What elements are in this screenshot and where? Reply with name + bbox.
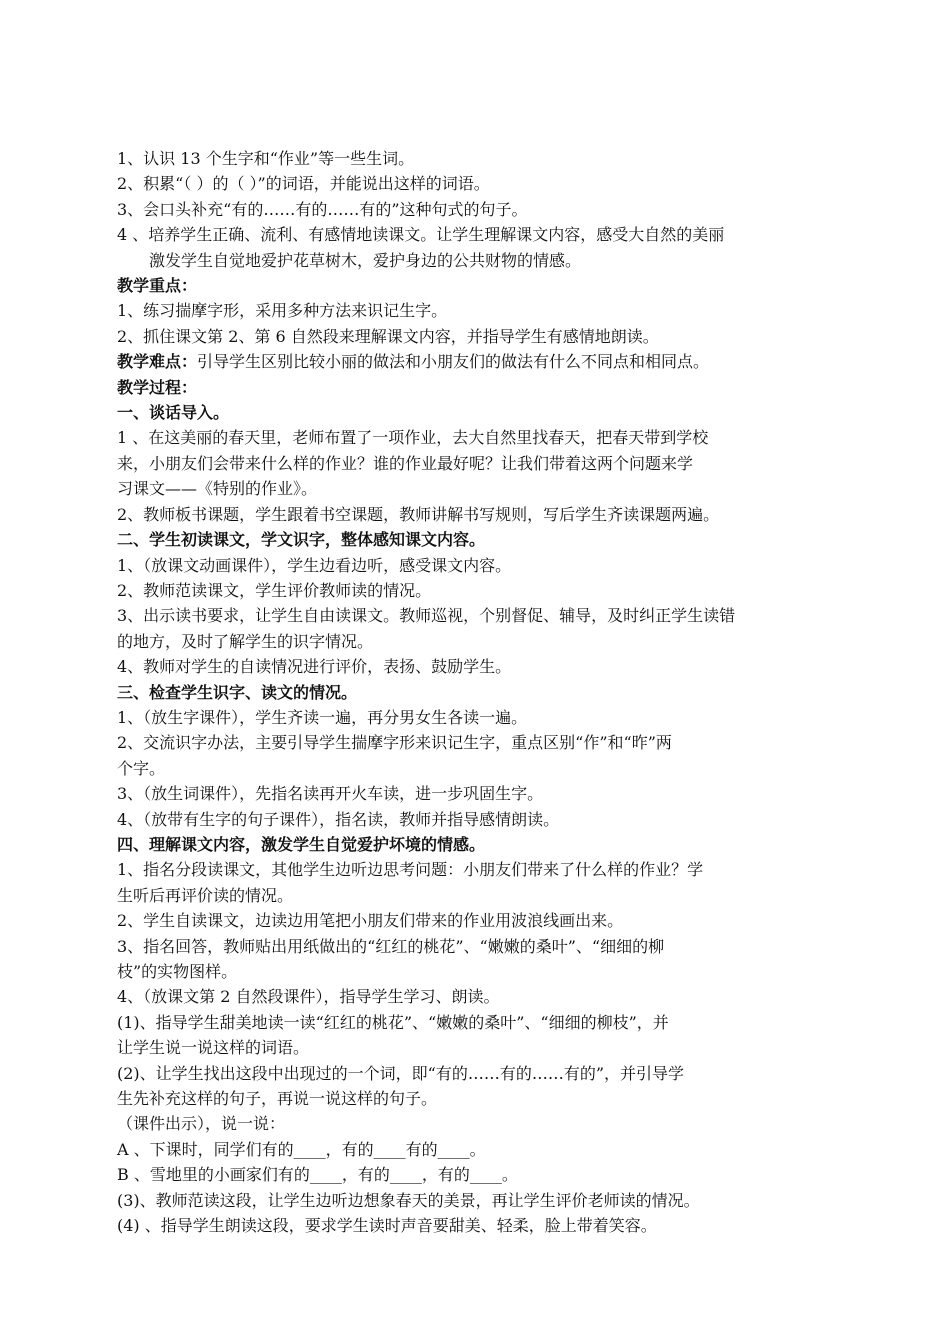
section-4-line: 1、指名分段读课文，其他学生边听边思考问题：小朋友们带来了什么样的作业？学 — [117, 860, 704, 880]
objective-4-continued: 激发学生自觉地爱护花草树木，爱护身边的公共财物的情感。 — [149, 250, 582, 270]
objective-4: 4 、培养学生正确、流利、有感情地读课文。让学生理解课文内容，感受大自然的美丽 — [117, 225, 725, 245]
section-4-line: 让学生说一说这样的词语。 — [117, 1038, 310, 1058]
process-heading: 教学过程： — [117, 377, 198, 397]
section-2-line: 2、教师范读课文，学生评价教师读的情况。 — [117, 580, 432, 600]
objective-3: 3、会口头补充“有的……有的……有的”这种句式的句子。 — [117, 199, 528, 219]
section-4-line: （课件出示），说一说： — [117, 1114, 286, 1134]
section-1-title: 一、谈话导入。 — [117, 403, 230, 423]
section-4-line: 3、指名回答，教师贴出用纸做出的“红红的桃花”、“嫩嫩的桑叶”、“细细的柳 — [117, 936, 665, 956]
section-2-line: 3、出示读书要求，让学生自由读课文。教师巡视，个别督促、辅导，及时纠正学生读错 — [117, 606, 736, 626]
section-4-line: 生先补充这样的句子，再说一说这样的句子。 — [117, 1089, 438, 1109]
difficulty-heading: 教学难点： — [117, 352, 198, 372]
section-3-line: 4、（放带有生字的句子课件），指名读，教师并指导感情朗读。 — [117, 809, 560, 829]
section-2-title: 二、学生初读课文，学文识字，整体感知课文内容。 — [117, 530, 486, 550]
section-4-line: (3)、教师范读这段，让学生边听边想象春天的美景，再让学生评价老师读的情况。 — [117, 1190, 700, 1210]
key-point-1: 1、练习揣摩字形，采用多种方法来识记生字。 — [117, 301, 448, 321]
section-4-line: 4、（放课文第 2 自然段课件），指导学生学习、朗读。 — [117, 987, 500, 1007]
lesson-plan-document — [117, 146, 829, 1238]
difficulty-line — [117, 349, 829, 374]
objective-2: 2、积累“（ ）的（ ）”的词语，并能说出这样的词语。 — [117, 174, 490, 194]
section-1-line: 习课文——《特别的作业》。 — [117, 479, 318, 499]
section-4-line: (4) 、指导学生朗读这段，要求学生读时声音要甜美、轻柔，脸上带着笑容。 — [117, 1216, 657, 1236]
section-3-line: 2、交流识字办法，主要引导学生揣摩字形来识记生字，重点区别“作”和“昨”两 — [117, 733, 672, 753]
objective-1: 1、认识 13 个生字和“作业”等一些生词。 — [117, 149, 415, 168]
section-3-title: 三、检查学生识字、读文的情况。 — [117, 682, 358, 702]
section-2-line: 的地方，及时了解学生的识字情况。 — [117, 631, 374, 651]
difficulty-text: 引导学生区别比较小丽的做法和小朋友们的做法有什么不同点和相同点。 — [197, 352, 710, 372]
section-4-line: (2)、让学生找出这段中出现过的一个词，即“有的……有的……有的”，并引导学 — [117, 1063, 685, 1083]
section-4-line: 生听后再评价读的情况。 — [117, 885, 294, 905]
section-3-line: 个字。 — [117, 758, 166, 778]
section-4-title: 四、理解课文内容，激发学生自觉爱护坏境的情感。 — [117, 834, 486, 854]
section-4-line: (1)、指导学生甜美地读一读“红红的桃花”、“嫩嫩的桑叶”、“细细的柳枝”，并 — [117, 1012, 669, 1032]
section-3-line: 3、（放生词课件），先指名读再开火车读，进一步巩固生字。 — [117, 784, 544, 804]
section-2-line: 4、教师对学生的自读情况进行评价，表扬、鼓励学生。 — [117, 657, 512, 677]
key-points-heading: 教学重点： — [117, 276, 198, 296]
section-4-line: B 、雪地里的小画家们有的____，有的____，有的____。 — [117, 1165, 518, 1185]
section-4-line: 枝”的实物图样。 — [117, 962, 238, 981]
section-1-line: 1 、在这美丽的春天里，老师布置了一项作业，去大自然里找春天，把春天带到学校 — [117, 428, 709, 448]
section-1-line: 2、教师板书课题，学生跟着书空课题，教师讲解书写规则，写后学生齐读课题两遍。 — [117, 504, 720, 524]
section-3-line: 1、（放生字课件），学生齐读一遍，再分男女生各读一遍。 — [117, 707, 528, 727]
section-4-line: 2、学生自读课文，边读边用笔把小朋友们带来的作业用波浪线画出来。 — [117, 911, 624, 931]
section-1-line: 来，小朋友们会带来什么样的作业？谁的作业最好呢？让我们带着这两个问题来学 — [117, 453, 694, 473]
section-4-line: A 、下课时，同学们有的____，有的____有的____。 — [117, 1139, 486, 1159]
section-2-line: 1、（放课文动画课件），学生边看边听，感受课文内容。 — [117, 555, 512, 575]
key-point-2: 2、抓住课文第 2、第 6 自然段来理解课文内容，并指导学生有感情地朗读。 — [117, 326, 659, 346]
